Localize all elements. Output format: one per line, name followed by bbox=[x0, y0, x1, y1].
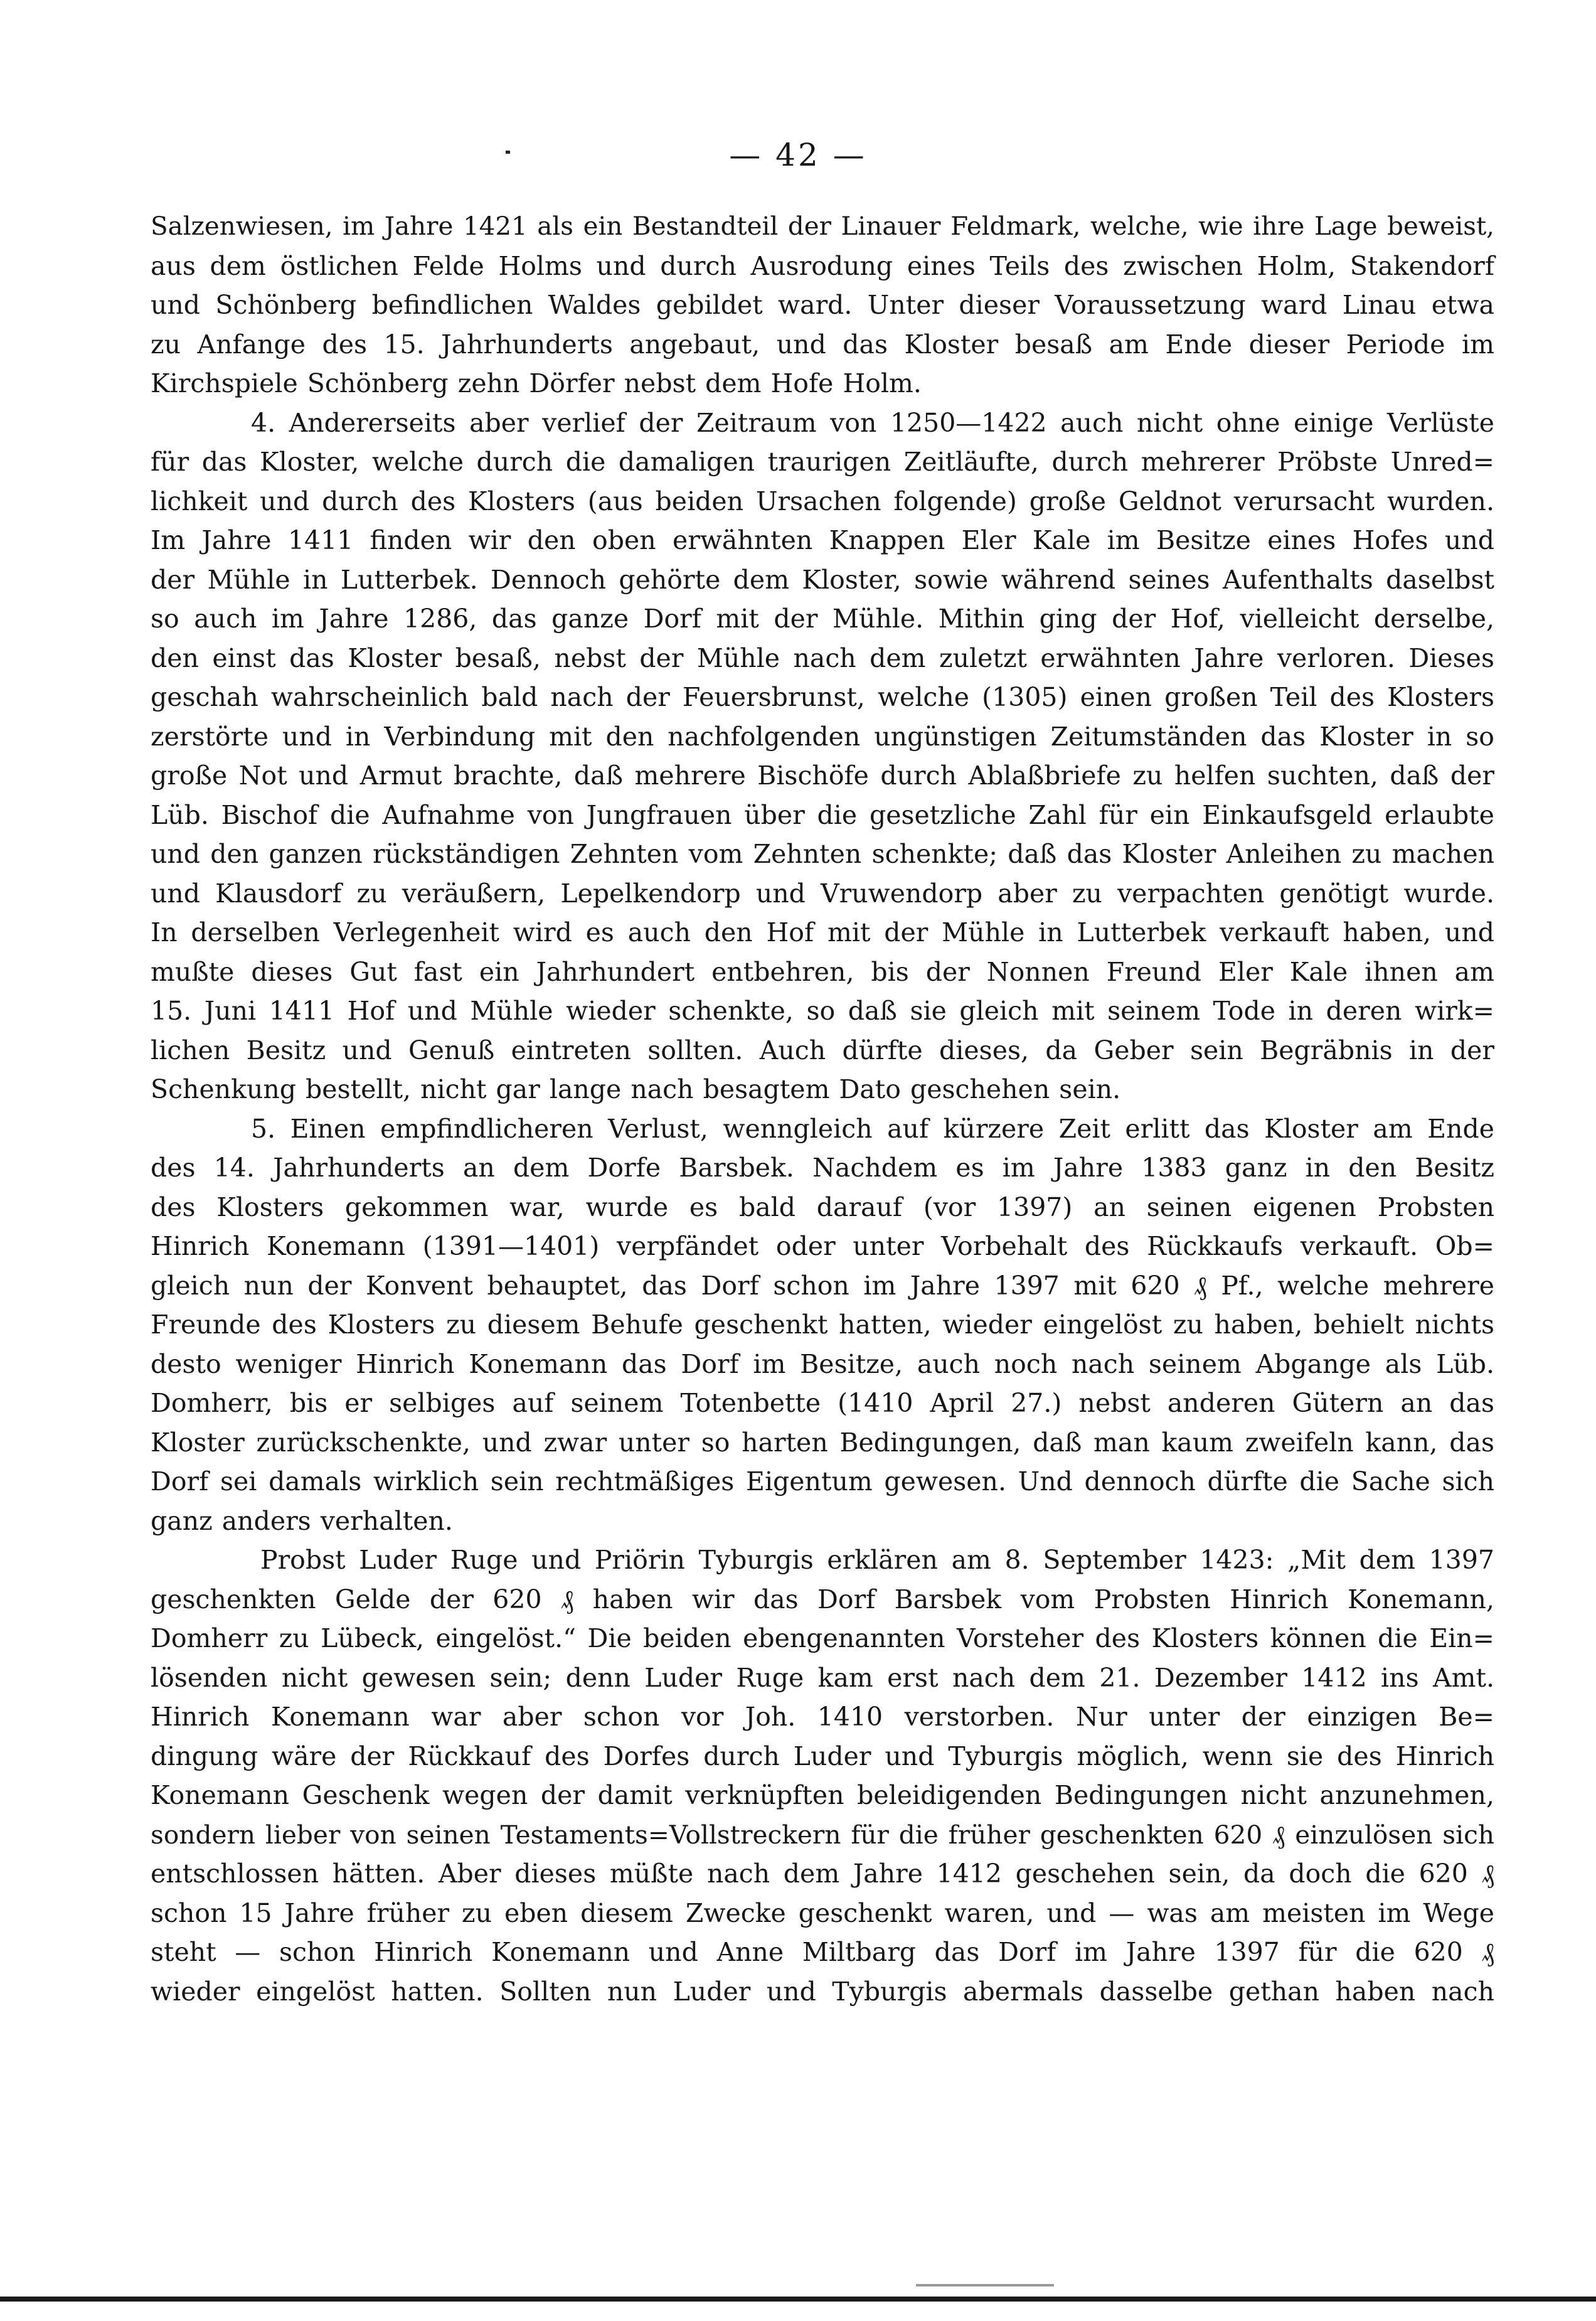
text-line: Schenkung bestellt, nicht gar lange nach besagtem Dato geschehen sein. bbox=[151, 1074, 1121, 1104]
text-line: wieder eingelöst hatten. Sollten nun Luder und Tyburgis abermals dasselbe gethan haben nach bbox=[151, 1976, 1494, 2007]
text-line: und Schönberg befindlichen Waldes gebildet ward. Unter dieser Voraussetzung ward Linau etwa bbox=[151, 290, 1494, 320]
text-line: Freunde des Klosters zu diesem Behufe geschenkt hatten, wieder eingelöst zu haben, behielt nichts bbox=[151, 1310, 1494, 1340]
paragraph-6-start: Probst Luder Ruge und Priörin Tyburgis erklären am 8. September 1423: „Mit dem 1397 bbox=[260, 1545, 1494, 1575]
text-line: und den ganzen rückständigen Zehnten vom Zehnten schenkte; daß das Kloster Anleihen zu machen bbox=[151, 839, 1494, 869]
text-line: mußte dieses Gut fast ein Jahrhundert entbehren, bis der Nonnen Freund Eler Kale ihnen am bbox=[151, 956, 1494, 987]
text-line: steht — schon Hinrich Konemann und Anne Miltbarg das Dorf im Jahre 1397 für die 620 ₰ bbox=[151, 1937, 1494, 1967]
text-line: des 14. Jahrhunderts an dem Dorfe Barsbek. Nachdem es im Jahre 1383 ganz in den Besitz bbox=[151, 1153, 1494, 1183]
body-text bbox=[151, 207, 1494, 2011]
text-line: lösenden nicht gewesen sein; denn Luder Ruge kam erst nach dem 21. Dezember 1412 ins Amt. bbox=[151, 1662, 1494, 1693]
text-line: Konemann Geschenk wegen der damit verknüpften beleidigenden Bedingungen nicht anzunehmen, bbox=[151, 1780, 1494, 1810]
text-line: zu Anfange des 15. Jahrhunderts angebaut, und das Kloster besaß am Ende dieser Periode im bbox=[151, 329, 1494, 360]
text-line: Hinrich Konemann (1391—1401) verpfändet oder unter Vorbehalt des Rückkaufs verkauft. Ob= bbox=[151, 1231, 1494, 1261]
text-line: geschenkten Gelde der 620 ₰ haben wir das Dorf Barsbek vom Probsten Hinrich Konemann, bbox=[151, 1584, 1494, 1614]
text-line: des Klosters gekommen war, wurde es bald darauf (vor 1397) an seinen eigenen Probsten bbox=[151, 1192, 1494, 1222]
text-line: den einst das Kloster besaß, nebst der Mühle nach dem zuletzt erwähnten Jahre verloren. Dieses bbox=[151, 643, 1494, 673]
text-line: Lüb. Bischof die Aufnahme von Jungfrauen über die gesetzliche Zahl für ein Einkaufsgeld erlaubte bbox=[151, 799, 1494, 830]
text-line: gleich nun der Konvent behauptet, das Dorf schon im Jahre 1397 mit 620 ₰ Pf., welche mehrere bbox=[151, 1270, 1494, 1301]
text-line: Dorf sei damals wirklich sein rechtmäßiges Eigentum gewesen. Und dennoch dürfte die Sache sich bbox=[151, 1466, 1494, 1497]
page-number: — 42 — bbox=[729, 137, 867, 173]
text-line: große Not und Armut brachte, daß mehrere Bischöfe durch Ablaßbriefe zu helfen suchten, daß der bbox=[151, 760, 1494, 791]
text-line: ganz anders verhalten. bbox=[151, 1505, 453, 1536]
text-line: Domherr, bis er selbiges auf seinem Totenbette (1410 April 27.) nebst anderen Gütern an das bbox=[151, 1388, 1494, 1418]
text-line: Kirchspiele Schönberg zehn Dörfer nebst dem Hofe Holm. bbox=[151, 368, 922, 398]
scan-bottom-edge bbox=[0, 2297, 1596, 2302]
text-line: In derselben Verlegenheit wird es auch den Hof mit der Mühle in Lutterbek verkauft haben, und bbox=[151, 917, 1494, 947]
text-line: zerstörte und in Verbindung mit den nachfolgenden ungünstigen Zeitumständen das Kloster in so bbox=[151, 721, 1494, 752]
text-line: der Mühle in Lutterbek. Dennoch gehörte dem Kloster, sowie während seines Aufenthalts daselbst bbox=[151, 564, 1494, 595]
text-line: Domherr zu Lübeck, eingelöst.“ Die beiden ebengenannten Vorsteher des Klosters können die Ein= bbox=[151, 1623, 1494, 1653]
text-line: so auch im Jahre 1286, das ganze Dorf mit der Mühle. Mithin ging der Hof, vielleicht derselbe, bbox=[151, 604, 1494, 634]
text-line: aus dem östlichen Felde Holms und durch Ausrodung eines Teils des zwischen Holm, Stakendorf bbox=[151, 250, 1494, 281]
text-line: desto weniger Hinrich Konemann das Dorf im Besitze, auch noch nach seinem Abgange als Lüb. bbox=[151, 1348, 1494, 1379]
text-line: Kloster zurückschenkte, und zwar unter so harten Bedingungen, daß man kaum zweifeln kann, das bbox=[151, 1427, 1494, 1458]
text-line: für das Kloster, welche durch die damaligen traurigen Zeitläufte, durch mehrerer Pröbste Unred= bbox=[151, 447, 1494, 477]
text-line: lichkeit und durch des Klosters (aus beiden Ursachen folgende) große Geldnot verursacht wurden. bbox=[151, 486, 1494, 516]
text-line: geschah wahrscheinlich bald nach der Feuersbrunst, welche (1305) einen großen Teil des Klosters bbox=[151, 682, 1494, 712]
print-speck bbox=[506, 151, 510, 154]
text-line: entschlossen hätten. Aber dieses müßte nach dem Jahre 1412 geschehen sein, da doch die 620 ₰ bbox=[151, 1859, 1494, 1889]
text-line: Im Jahre 1411 finden wir den oben erwähnten Knappen Eler Kale im Besitze eines Hofes und bbox=[151, 525, 1494, 555]
paragraph-4-start: 4. Andererseits aber verlief der Zeitraum von 1250—1422 auch nicht ohne einige Verlüste bbox=[251, 407, 1494, 438]
paragraph-5-start: 5. Einen empfindlicheren Verlust, wenngleich auf kürzere Zeit erlitt das Kloster am Ende bbox=[251, 1113, 1494, 1144]
text-line: 15. Juni 1411 Hof und Mühle wieder schenkte, so daß sie gleich mit seinem Tode in deren wirk= bbox=[151, 996, 1494, 1026]
text-line: dingung wäre der Rückkauf des Dorfes durch Luder und Tyburgis möglich, wenn sie des Hinrich bbox=[151, 1741, 1494, 1771]
scan-smudge bbox=[916, 2284, 1054, 2286]
text-line: und Klausdorf zu veräußern, Lepelkendorp und Vruwendorp aber zu verpachten genötigt wurde. bbox=[151, 878, 1494, 909]
text-line: Hinrich Konemann war aber schon vor Joh. 1410 verstorben. Nur unter der einzigen Be= bbox=[151, 1702, 1494, 1732]
text-line: schon 15 Jahre früher zu eben diesem Zwecke geschenkt waren, und — was am meisten im Wege bbox=[151, 1897, 1494, 1928]
text-line: Salzenwiesen, im Jahre 1421 als ein Bestandteil der Linauer Feldmark, welche, wie ihre Lage beweist, bbox=[151, 211, 1494, 241]
text-line: sondern lieber von seinen Testaments=Vollstreckern für die früher geschenkten 620 ₰ einzulösen sich bbox=[151, 1819, 1494, 1850]
text-line: lichen Besitz und Genuß eintreten sollten. Auch dürfte dieses, da Geber sein Begräbnis in der bbox=[151, 1035, 1494, 1065]
